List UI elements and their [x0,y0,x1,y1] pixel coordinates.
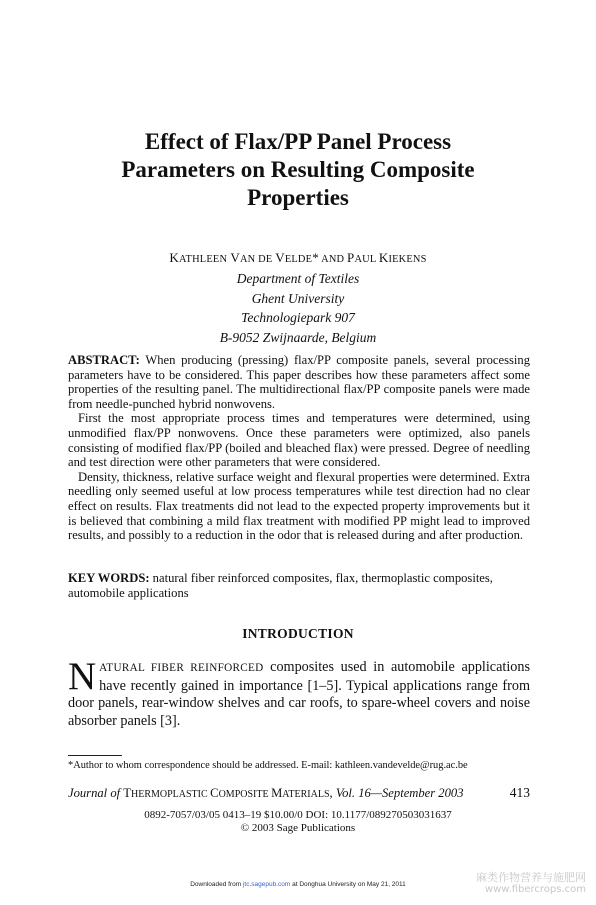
keywords-label: KEY WORDS: [68,571,150,585]
abstract [68,353,530,543]
author-2-first-initial: P [347,250,355,265]
author-2-last-rest: IEKENS [388,254,427,265]
author-2-first-rest: AUL [354,254,379,265]
journal-name-hermoplastic: HERMOPLASTIC [130,789,211,800]
abstract-p1-text: When producing (pressing) flax/PP composite panels, several processing parameters have to be considered. This paper describes how these parameters affect some properties of the resulting panel. The multidirectional flax/PP composite panels were made from needle-punched hybrid nonwovens. [68,353,530,411]
journal-suffix: , Vol. 16—September 2003 [329,786,464,800]
author-1-first-rest: ATHLEEN [179,254,228,265]
affiliation-block [0,269,596,347]
footnote-divider [68,755,122,756]
corresponding-star: * [312,250,319,265]
keywords-text: natural fiber reinforced composites, flax, thermoplastic composites, automobile applications [68,571,493,600]
author-2-last-initial: K [378,250,389,265]
journal-name-t: T [123,786,131,800]
watermark [456,872,586,896]
download-suffix: at Donghua University on May 21, 2011 [290,881,406,888]
journal-name-m: M [271,786,283,800]
section-heading-introduction: INTRODUCTION [242,626,354,641]
affiliation-department: Department of Textiles [236,271,360,286]
affiliation-street: Technologiepark 907 [241,310,355,325]
intro-text: composites used in automobile applications have recently gained in importance [1–5]. Typical applications range from door panels, rear-window shelves and car roofs, to spare-wheel covers and noise absorber panels [3]. [68,659,530,729]
affiliation-university: Ghent University [251,290,345,306]
abstract-label: ABSTRACT: [68,353,140,367]
journal-prefix: Journal of [68,786,124,800]
keywords [68,571,530,601]
doi-line: 0892-7057/03/05 0413–19 $10.00/0 DOI: 10.1177/089270503031637 [144,809,452,821]
author-1-last2-initial: V [275,250,285,265]
watermark-url: www.fibercrops.com [484,884,586,895]
publication-codes [0,809,596,835]
journal-name-omposite: OMPOSITE [218,789,272,800]
footnote-correspondence: *Author to whom correspondence should be addressed. E-mail: kathleen.vandevelde@rug.ac.be [68,760,468,771]
author-and: AND [318,254,348,265]
title-line-1: Effect of Flax/PP Panel Process [144,129,452,154]
introduction-paragraph [68,655,530,730]
affiliation-city: B-9052 Zwijnaarde, Belgium [219,329,377,345]
abstract-paragraph-2: First the most appropriate process times and temperatures were determined, using unmodified flax/PP nonwovens. Once these parameters were optimized, also panels consisting of modified flax/PP (boiled and bleached flax) were pressed. Degree of needling and test direction were other parameters that were considered. [68,411,530,470]
journal-name-c: C [210,786,219,800]
download-link[interactable]: jtc.sagepub.com [242,881,291,888]
watermark-chinese: 麻类作物营养与施肥网 [476,871,586,884]
journal-name-aterials: ATERIALS [282,789,330,800]
copyright-line: © 2003 Sage Publications [240,822,356,834]
abstract-paragraph-3: Density, thickness, relative surface weight and flexural properties were determined. Extra needling only seemed useful at low process temperatures while test direction had no clear effect on results. Flax treatments did not lead to the expected property improvements but it is believed that combining a mild flax treatment with modified PP might lead to improved results, and possibly to a reduction in the odor that is released during and after production. [68,469,530,543]
journal-citation [68,786,530,801]
title-line-3: Properties [247,185,349,210]
drop-cap: N [68,655,97,698]
paper-title [60,128,536,212]
title-line-2: Parameters on Resulting Composite [121,157,475,182]
author-1-first-initial: K [169,250,179,265]
author-1-last-initial: V [230,250,240,265]
intro-smallcaps: ATURAL FIBER REINFORCED [99,662,264,674]
download-prefix: Downloaded from [190,881,243,888]
page-number: 413 [509,785,530,800]
author-line [0,250,596,266]
abstract-paragraph-1 [68,353,530,411]
author-1-last-rest: AN DE [239,254,276,265]
author-1-last2-rest: ELDE [284,254,313,265]
